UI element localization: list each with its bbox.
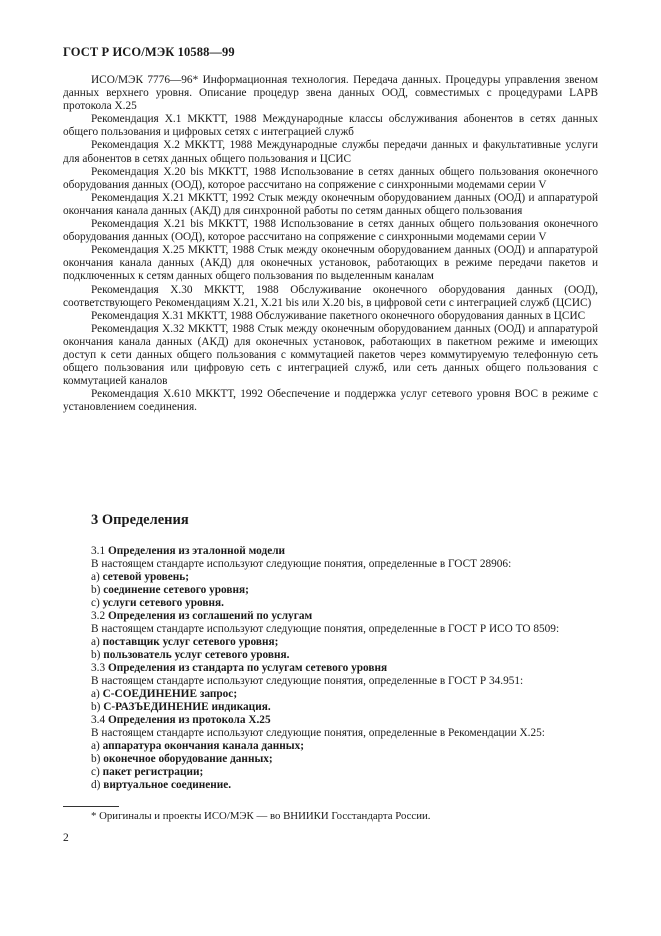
reference-item: ИСО/МЭК 7776—96* Информационная технология. Передача данных. Процедуры управления звеном данных верхнего уровня. Описание процедур звена данных ООД, совместимых с процедурами LAPB протокола Х.25 [63,74,598,113]
reference-item: Рекомендация Х.21 МККТТ, 1992 Стык между оконечным оборудованием данных (ООД) и аппаратурой окончания канала данных (АКД) для синхронной работы по сетям данных общего пользования [63,191,598,217]
definition-item: b) соединение сетевого уровня; [91,584,249,596]
reference-item: Рекомендация Х.31 МККТТ, 1988 Обслуживание пакетного оконечного оборудования данных в ЦСИС [91,309,586,322]
definition-item: a) сетевой уровень; [91,571,190,583]
definition-item: b) С-РАЗЪЕДИНЕНИЕ индикация. [91,701,271,713]
definition-item: a) поставщик услуг сетевого уровня; [91,636,279,648]
footnote: * Оригиналы и проекты ИСО/МЭК — во ВНИИКИ Госстандарта России. [91,810,431,822]
reference-item: Рекомендация Х.21 bis МККТТ, 1988 Использование в сетях данных общего пользования оконечного оборудования данных (ООД), которое рассчитано на сопряжение с синхронными модемами серии V [63,218,598,244]
subsection-heading: 3.4 Определения из протокола Х.25 [91,714,271,726]
subsection-intro: В настоящем стандарте используют следующие понятия, определенные в Рекомендации Х.25: [91,727,545,739]
definitions-block [91,545,598,792]
definition-item: a) аппаратура окончания канала данных; [91,740,305,752]
definition-item: a) С-СОЕДИНЕНИЕ запрос; [91,688,238,700]
reference-item: Рекомендация Х.1 МККТТ, 1988 Международные классы обслуживания абонентов в сетях данных общего пользования и цифровых сетях с интеграцией служб [63,113,598,139]
definition-item: c) пакет регистрации; [91,766,204,778]
page-header: ГОСТ Р ИСО/МЭК 10588—99 [63,45,235,59]
definition-item: d) виртуальное соединение. [91,779,232,791]
definition-item: c) услуги сетевого уровня. [91,597,224,609]
subsection-heading: 3.3 Определения из стандарта по услугам сетевого уровня [91,662,388,674]
subsection-heading: 3.2 Определения из соглашений по услугам [91,610,313,622]
subsection-intro: В настоящем стандарте используют следующие понятия, определенные в ГОСТ Р ИСО ТО 8509: [91,623,560,635]
footnote-divider [63,806,119,807]
reference-item: Рекомендация Х.25 МККТТ, 1988 Стык между оконечным оборудованием данных (ООД) и аппаратурой окончания канала данных (АКД) для оконечных установок, работающих в режиме передачи пакетов и подключенных к сетям данных общего пользования по выделенным каналам [63,244,598,283]
reference-item: Рекомендация Х.610 МККТТ, 1992 Обеспечение и поддержка услуг сетевого уровня ВОС в режиме с установлением соединения. [63,388,598,414]
subsection-intro: В настоящем стандарте используют следующие понятия, определенные в ГОСТ Р 34.951: [91,675,524,687]
reference-item: Рекомендация Х.30 МККТТ, 1988 Обслуживание оконечного оборудования данных (ООД), соответствующего Рекомендациям Х.21, Х.21 bis или Х.20 bis, в цифровой сети с интеграцией служб (ЦСИС) [63,283,598,309]
subsection-heading: 3.1 Определения из эталонной модели [91,545,286,557]
page-number: 2 [63,832,69,844]
section-title: 3 Определения [91,512,189,528]
definition-item: b) оконечное оборудование данных; [91,753,273,765]
references-list [63,74,598,414]
reference-item: Рекомендация Х.2 МККТТ, 1988 Международные службы передачи данных и факультативные услуги для абонентов в сетях данных общего пользования и ЦСИС [63,139,598,165]
subsection-intro: В настоящем стандарте используют следующие понятия, определенные в ГОСТ 28906: [91,558,512,570]
reference-item: Рекомендация Х.32 МККТТ, 1988 Стык между оконечным оборудованием данных (ООД) и аппаратурой окончания канала данных (АКД) для оконечных установок, работающих в пакетном режиме и имеющих доступ к сети данных общего пользования с коммутацией пакетов через коммутируемую телефонную сеть общего пользования или цифровую сеть с интеграцией служб, или сеть данных общего пользования с коммутацией каналов [63,322,598,388]
definition-item: b) пользователь услуг сетевого уровня. [91,649,290,661]
reference-item: Рекомендация Х.20 bis МККТТ, 1988 Использование в сетях данных общего пользования оконечного оборудования данных (ООД), которое рассчитано на сопряжение с синхронными модемами серии V [63,165,598,191]
